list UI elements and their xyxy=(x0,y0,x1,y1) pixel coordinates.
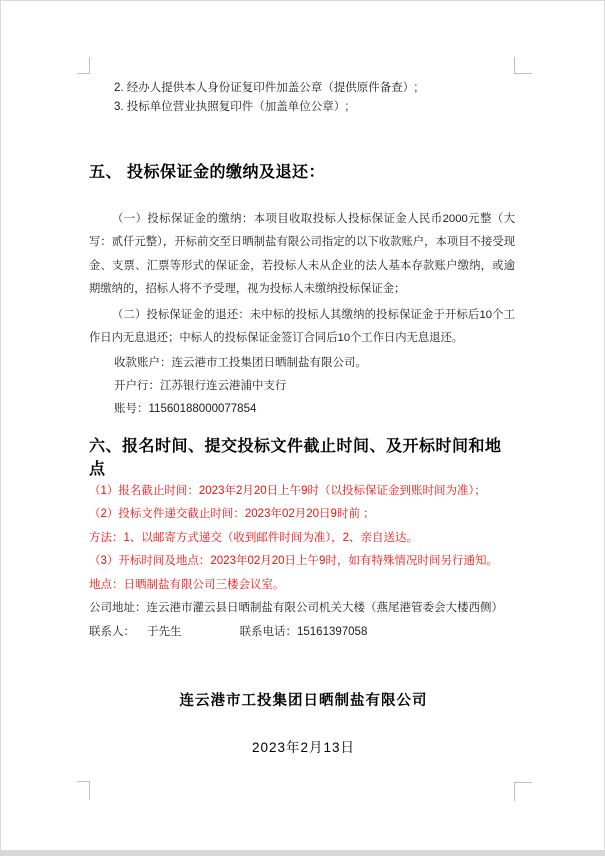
crop-mark-bottom-left-icon xyxy=(77,781,90,800)
account-name-line: 收款账户：连云港市工投集团日晒制盐有限公司。 xyxy=(114,357,367,369)
bank-line: 开户行：江苏银行连云港浦中支行 xyxy=(114,380,287,392)
crop-mark-bottom-right-icon xyxy=(514,782,532,801)
company-signature: 连云港市工投集团日晒制盐有限公司 xyxy=(179,693,428,709)
page-bottom-edge xyxy=(1,850,604,855)
signup-deadline-line: （1）报名截止时间：2023年2月20日上午9时（以投标保证金到账时间为准）； xyxy=(89,485,486,497)
delivery-method-line: 方法：1、以邮寄方式递交（收到邮件时间为准），2、亲自送达。 xyxy=(89,532,419,544)
document-date: 2023年2月13日 xyxy=(251,740,356,755)
contact-name: 于先生 xyxy=(147,626,182,638)
bid-opening-time-line: （3）开标时间及地点：2023年02月20日上午9时，如有特殊情况时间另行通知。 xyxy=(89,555,498,567)
contact-phone: 联系电话：15161397058 xyxy=(239,626,368,638)
venue-line: 地点：日晒制盐有限公司三楼会议室。 xyxy=(89,579,285,591)
company-address-line: 公司地址：连云港市灌云县日晒制盐有限公司机关大楼（燕尾港管委会大楼西侧） xyxy=(89,602,503,614)
section6-heading: 六、报名时间、提交投标文件截止时间、及开标时间和地点 xyxy=(89,438,502,478)
list-item-2: 2. 经办人提供本人身份证复印件加盖公章（提供原件备查）; xyxy=(114,82,418,94)
crop-mark-top-left-icon xyxy=(77,57,90,74)
contact-label: 联系人： xyxy=(89,626,135,638)
section5-paragraph-1: （一）投标保证金的缴纳：本项目收取投标人投标保证金人民币2000元整（大写：贰仟元整），开标前交至日晒制盐有限公司指定的以下收款账户，本项目不接受现金、支票、汇票等形式的保证金，若投标人未从企业的法人基本存款账户缴纳，或逾期缴纳的，招标人将不予受理，视为投标人未缴纳投标保证金； xyxy=(89,213,515,296)
section5-paragraph-2: （二）投标保证金的退还：未中标的投标人其缴纳的投标保证金于开标后10个工作日内无息退还；中标人的投标保证金签订合同后10个工作日内无息退还。 xyxy=(89,309,515,345)
account-number-line: 账号：11560188000077854 xyxy=(114,403,257,415)
submission-deadline-line: （2）投标文件递交截止时间：2023年02月20日9时前 ； xyxy=(89,508,375,520)
crop-mark-top-right-icon xyxy=(514,57,532,74)
list-item-3: 3. 投标单位营业执照复印件（加盖单位公章）; xyxy=(114,101,349,113)
section5-heading: 五、 投标保证金的缴纳及退还： xyxy=(89,164,325,181)
contact-line xyxy=(89,625,515,639)
